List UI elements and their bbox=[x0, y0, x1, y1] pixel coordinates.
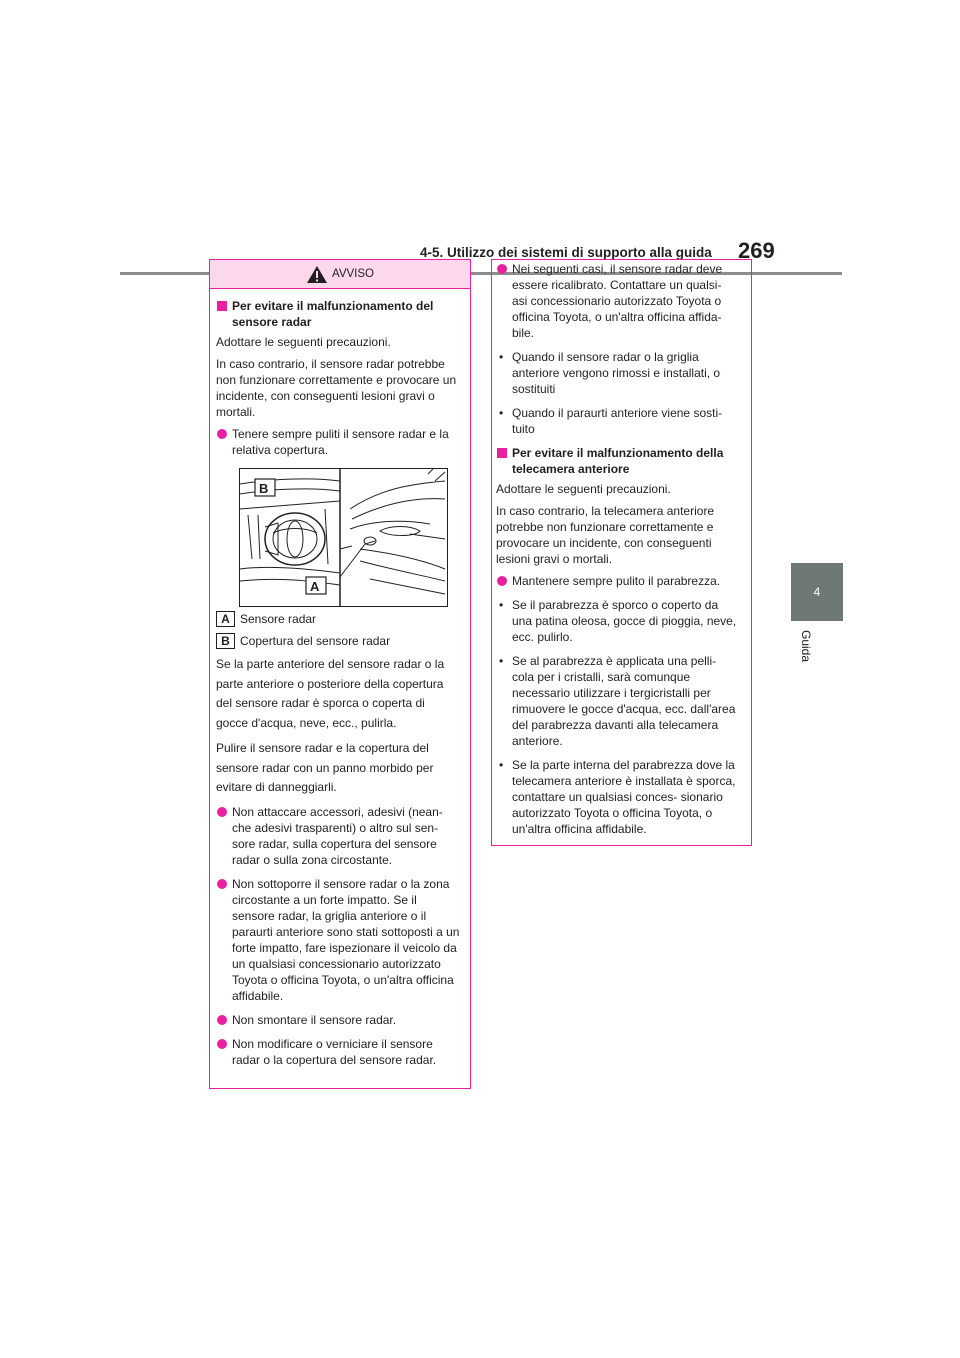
figure-label-a: A bbox=[310, 579, 320, 594]
dash-inner-windshield: • Se la parte interna del parabrezza dove la telecamera anteriore è installata è sporca, contattare un qualsiasi conces- sionario autorizzato Toyota o officina Toyota, o un'altra officina affidabile. bbox=[496, 757, 739, 837]
cloth-note: Pulire il sensore radar e la copertura del sensore radar con un panno morbido per evitare di danneggiarli. bbox=[216, 741, 434, 794]
radar-sensor-illustration bbox=[239, 468, 448, 607]
warning-box-left bbox=[209, 259, 471, 1089]
figure-label-b: B bbox=[259, 481, 269, 496]
legend-tag-b: B bbox=[216, 633, 235, 649]
legend-tag-a: A bbox=[216, 611, 235, 627]
camera-intro-text: Adottare le seguenti precauzioni. bbox=[496, 482, 671, 496]
bullet-no-disassembly: Non smontare il sensore radar. bbox=[216, 1012, 460, 1028]
dash-window-film: • Se al parabrezza è applicata una pelli- cola per i cristalli, sarà comunque necessario utilizzare i tergicristalli per rimuovere le gocce d'acqua, ecc. dall'area del parabrezza davanti alla telecamera anteriore. bbox=[496, 653, 739, 749]
legend-b bbox=[216, 633, 460, 649]
warning-box-right bbox=[491, 259, 752, 846]
dash-dirty-windshield: • Se il parabrezza è sporco o coperto da una patina oleosa, gocce di pioggia, neve, ecc. pulirlo. bbox=[496, 597, 739, 645]
bullet-keep-clean: Tenere sempre puliti il sensore radar e la relativa copertura. bbox=[216, 426, 460, 458]
cleaning-note: Se la parte anteriore del sensore radar o la parte anteriore o posteriore della copertura del sensore radar è sporca o coperta di gocce d'acqua, neve, ecc., pulirla. bbox=[216, 657, 445, 730]
bullet-no-impact: Non sottoporre il sensore radar o la zona circostante a un forte impatto. Se il sensore radar, la griglia anteriore o il paraurti anteriore sono stati sottoposti a un forte impatto, fare ispezionare il veicolo da un qualsiasi concessionario autorizzato Toyota o officina Toyota, o un'altra officina affidabile. bbox=[216, 876, 460, 1004]
warning-label: AVVISO bbox=[332, 268, 374, 280]
bullet-clean-windshield: Mantenere sempre pulito il parabrezza. bbox=[496, 573, 739, 589]
intro-text: Adottare le seguenti precauzioni. bbox=[216, 335, 391, 349]
legend-a-text: Sensore radar bbox=[240, 612, 317, 626]
bullet-no-accessories: Non attaccare accessori, adesivi (nean- che adesivi trasparenti) o altro sul sen- sore radar, sulla copertura del sensore radar o sulla zona circostante. bbox=[216, 804, 460, 868]
section-title: 4-5. Utilizzo dei sistemi di supporto alla guida bbox=[420, 245, 712, 260]
chapter-name: Guida bbox=[799, 630, 813, 663]
consequence-text: In caso contrario, il sensore radar potrebbe non funzionare correttamente e provocare un incidente, con conseguenti lesioni gravi o mortali. bbox=[216, 357, 457, 419]
legend-a bbox=[216, 611, 460, 627]
section-heading-camera: Per evitare il malfunzionamento della telecamera anteriore bbox=[496, 445, 739, 477]
dash-bumper-replaced: • Quando il paraurti anteriore viene sosti- tuito bbox=[496, 405, 739, 437]
warning-header bbox=[210, 260, 470, 289]
camera-consequence-text: In caso contrario, la telecamera anteriore potrebbe non funzionare correttamente e provocare un incidente, con conseguenti lesioni gravi o mortali. bbox=[496, 504, 715, 566]
page-number: 269 bbox=[738, 238, 775, 263]
bullet-no-modify: Non modificare o verniciare il sensore radar o la copertura del sensore radar. bbox=[216, 1036, 460, 1068]
chapter-tab: 4 bbox=[791, 563, 843, 621]
warning-triangle-icon bbox=[306, 265, 328, 284]
dash-grille-removed: • Quando il sensore radar o la griglia anteriore vengono rimossi e installati, o sostituiti bbox=[496, 349, 739, 397]
bullet-recalibration: Nei seguenti casi, il sensore radar deve essere ricalibrato. Contattare un qualsi- asi concessionario autorizzato Toyota o officina Toyota, o un'altra officina affida- bile. bbox=[496, 261, 739, 341]
section-heading-radar: Per evitare il malfunzionamento del sensore radar bbox=[216, 298, 460, 330]
legend-b-text: Copertura del sensore radar bbox=[240, 634, 391, 648]
